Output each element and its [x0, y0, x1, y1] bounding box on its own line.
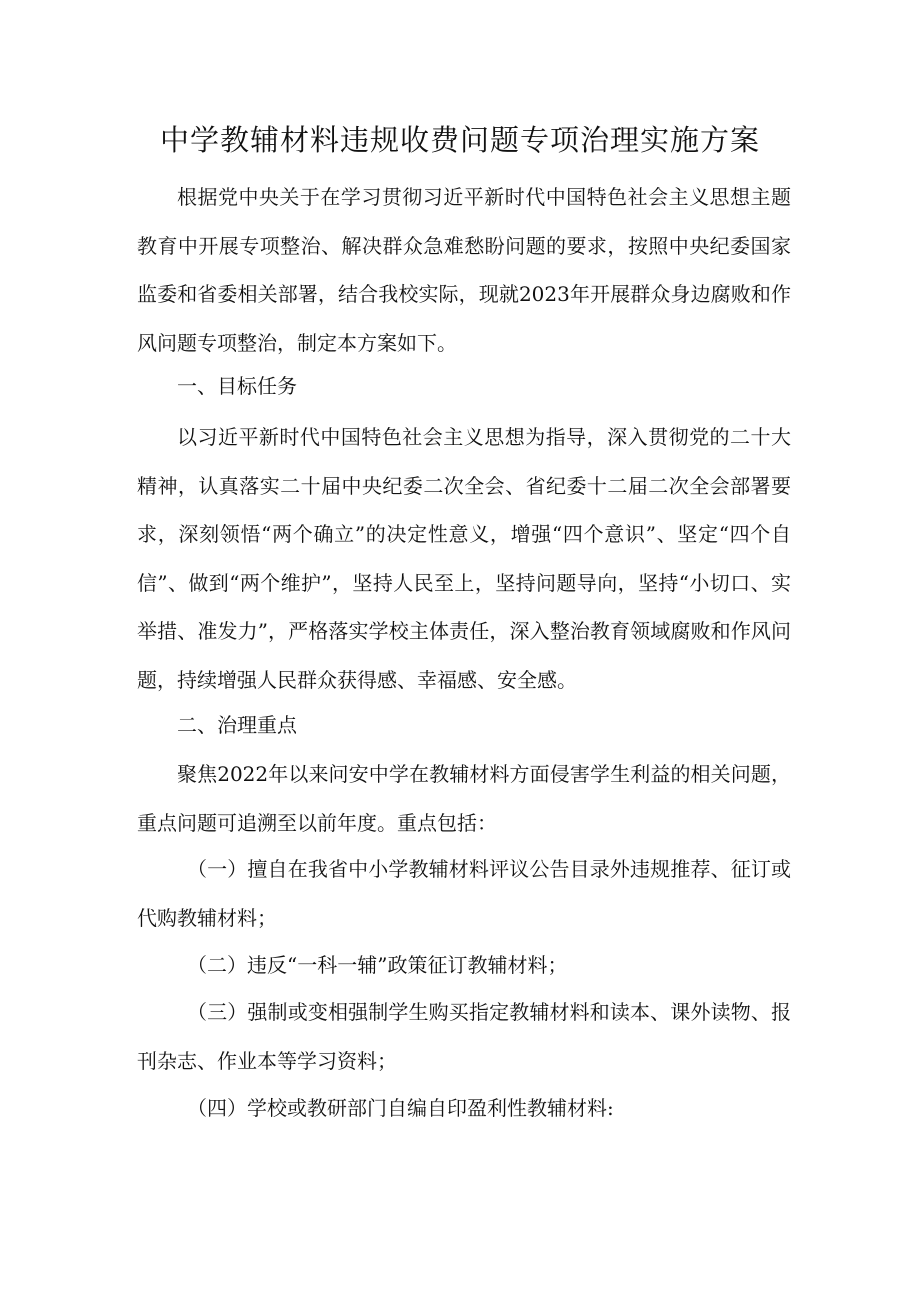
- focus-paragraph: 聚焦2022年以来问安中学在教辅材料方面侵害学生利益的相关问题，重点问题可追溯至以前年度。重点包括：: [137, 762, 791, 835]
- focus-item-2: （二）违反“一科一辅”政策征订教辅材料；: [187, 953, 568, 977]
- document-title: 中学教辅材料违规收费问题专项治理实施方案: [159, 123, 760, 157]
- focus-item-1: （一）擅自在我省中小学教辅材料评议公告目录外违规推荐、征订或代购教辅材料；: [137, 857, 791, 930]
- section-heading-focus: 二、治理重点: [177, 713, 297, 737]
- focus-item-4: （四）学校或教研部门自编自印盈利性教辅材料:: [187, 1096, 614, 1120]
- section-heading-goals: 一、目标任务: [177, 374, 297, 398]
- intro-paragraph: 根据党中央关于在学习贯彻习近平新时代中国特色社会主义思想主题教育中开展专项整治、解决群众急难愁盼问题的要求，按照中央纪委国家监委和省委相关部署，结合我校实际，现就2023年开展群众身边腐败和作风问题专项整治，制定本方案如下。: [137, 185, 791, 355]
- focus-item-3: （三）强制或变相强制学生购买指定教辅材料和读本、课外读物、报刊杂志、作业本等学习资料；: [137, 1000, 791, 1073]
- goals-paragraph: 以习近平新时代中国特色社会主义思想为指导，深入贯彻党的二十大精神，认真落实二十届中央纪委二次全会、省纪委十二届二次全会部署要求，深刻领悟“两个确立”的决定性意义，增强“四个意识”、坚定“四个自信”、做到“两个维护”，坚持人民至上，坚持问题导向，坚持“小切口、实举措、准发力”，严格落实学校主体责任，深入整治教育领域腐败和作风问题，持续增强人民群众获得感、幸福感、安全感。: [137, 425, 791, 692]
